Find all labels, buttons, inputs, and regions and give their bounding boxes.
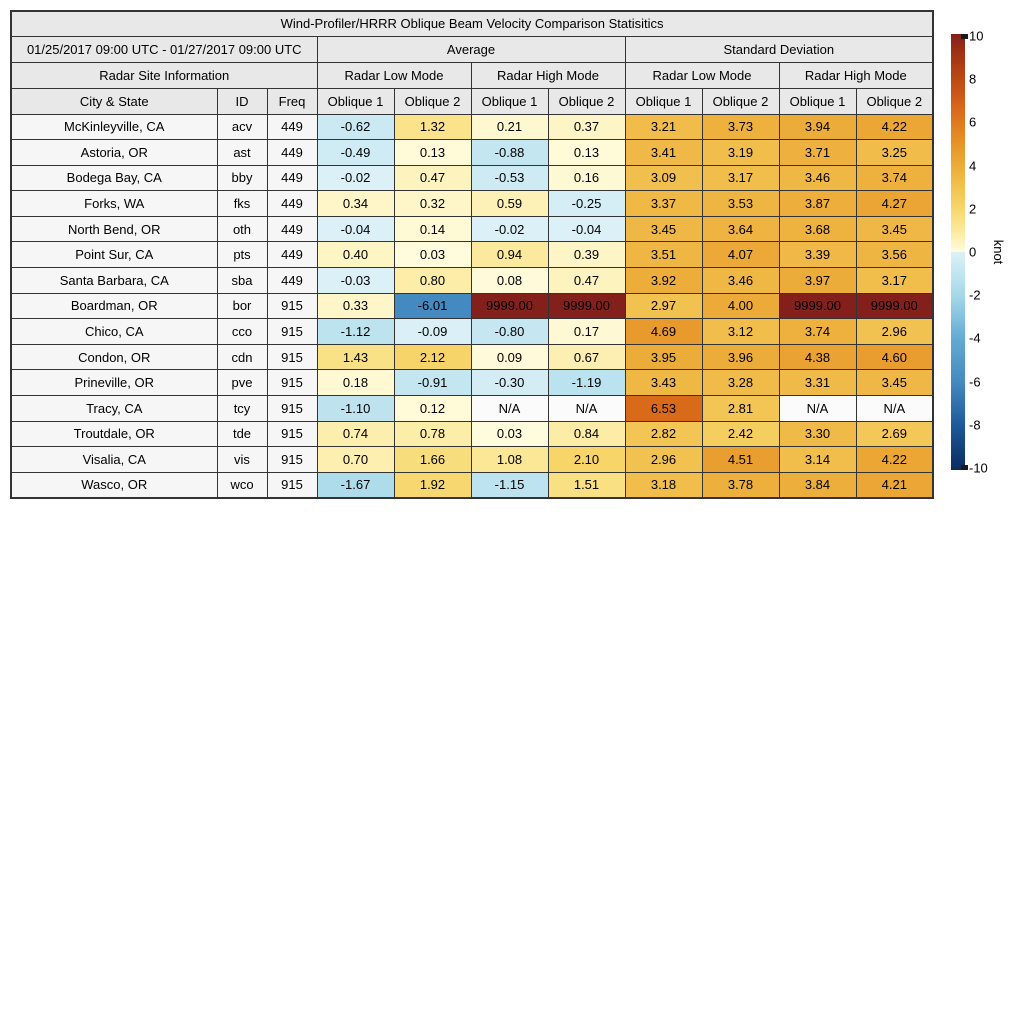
value-cell: 9999.00: [471, 293, 548, 319]
freq-cell: 915: [267, 472, 317, 498]
value-cell: 3.92: [625, 268, 702, 294]
value-cell: 0.37: [548, 114, 625, 140]
freq-cell: 915: [267, 447, 317, 473]
id-cell: tcy: [217, 396, 267, 422]
value-cell: N/A: [471, 396, 548, 422]
value-cell: N/A: [779, 396, 856, 422]
table-row: [11, 319, 933, 345]
value-cell: 3.74: [779, 319, 856, 345]
value-cell: 0.39: [548, 242, 625, 268]
value-cell: 3.84: [779, 472, 856, 498]
value-cell: 3.39: [779, 242, 856, 268]
table-row: [11, 293, 933, 319]
value-cell: 4.51: [702, 447, 779, 473]
value-cell: -1.67: [317, 472, 394, 498]
value-cell: -0.62: [317, 114, 394, 140]
id-cell: oth: [217, 216, 267, 242]
value-cell: 3.30: [779, 421, 856, 447]
id-cell: fks: [217, 191, 267, 217]
id-cell: sba: [217, 268, 267, 294]
col-header-oblique2: Oblique 2: [702, 88, 779, 114]
city-cell: North Bend, OR: [11, 216, 217, 242]
value-cell: 0.21: [471, 114, 548, 140]
value-cell: 0.40: [317, 242, 394, 268]
value-cell: -6.01: [394, 293, 471, 319]
table-row: [11, 191, 933, 217]
colorbar-tick-label: -8: [969, 417, 981, 433]
value-cell: 3.45: [856, 370, 933, 396]
city-cell: Condon, OR: [11, 344, 217, 370]
table-body: [11, 114, 933, 498]
value-cell: 3.45: [856, 216, 933, 242]
value-cell: 9999.00: [548, 293, 625, 319]
value-cell: -0.04: [317, 216, 394, 242]
value-cell: N/A: [856, 396, 933, 422]
value-cell: 9999.00: [779, 293, 856, 319]
value-cell: N/A: [548, 396, 625, 422]
table-row: [11, 140, 933, 166]
value-cell: 0.13: [548, 140, 625, 166]
mode-header-avg-low: Radar Low Mode: [317, 62, 471, 88]
col-header-freq: Freq: [267, 88, 317, 114]
value-cell: 4.27: [856, 191, 933, 217]
col-header-oblique1: Oblique 1: [625, 88, 702, 114]
freq-cell: 915: [267, 370, 317, 396]
value-cell: 3.73: [702, 114, 779, 140]
value-cell: 0.08: [471, 268, 548, 294]
id-cell: cco: [217, 319, 267, 345]
group-header-average: Average: [317, 36, 625, 62]
value-cell: 3.64: [702, 216, 779, 242]
city-cell: Chico, CA: [11, 319, 217, 345]
value-cell: 2.96: [625, 447, 702, 473]
value-cell: 0.47: [548, 268, 625, 294]
value-cell: 3.17: [702, 165, 779, 191]
value-cell: 0.03: [394, 242, 471, 268]
value-cell: 3.45: [625, 216, 702, 242]
title-row: [11, 11, 933, 36]
value-cell: 0.14: [394, 216, 471, 242]
date-range: 01/25/2017 09:00 UTC - 01/27/2017 09:00 UTC: [11, 36, 317, 62]
value-cell: -0.25: [548, 191, 625, 217]
colorbar-tick-label: -2: [969, 287, 981, 303]
value-cell: 3.17: [856, 268, 933, 294]
value-cell: 3.18: [625, 472, 702, 498]
colorbar-tick-label: 4: [969, 158, 977, 174]
value-cell: 4.22: [856, 114, 933, 140]
value-cell: -0.30: [471, 370, 548, 396]
value-cell: 3.41: [625, 140, 702, 166]
value-cell: 6.53: [625, 396, 702, 422]
colorbar-tick-label: 2: [969, 201, 977, 217]
value-cell: -0.91: [394, 370, 471, 396]
value-cell: 0.17: [548, 319, 625, 345]
value-cell: 1.66: [394, 447, 471, 473]
id-cell: pts: [217, 242, 267, 268]
value-cell: 3.71: [779, 140, 856, 166]
value-cell: -1.15: [471, 472, 548, 498]
column-header-row: [11, 88, 933, 114]
value-cell: -0.09: [394, 319, 471, 345]
table-row: [11, 421, 933, 447]
value-cell: 1.08: [471, 447, 548, 473]
city-cell: Wasco, OR: [11, 472, 217, 498]
value-cell: 9999.00: [856, 293, 933, 319]
value-cell: 1.43: [317, 344, 394, 370]
value-cell: 0.12: [394, 396, 471, 422]
value-cell: 1.92: [394, 472, 471, 498]
value-cell: 3.14: [779, 447, 856, 473]
value-cell: 2.81: [702, 396, 779, 422]
value-cell: 4.07: [702, 242, 779, 268]
colorbar-tick-label: -10: [969, 460, 988, 476]
value-cell: 3.46: [702, 268, 779, 294]
table-title: Wind-Profiler/HRRR Oblique Beam Velocity Comparison Statisitics: [11, 11, 933, 36]
value-cell: 3.12: [702, 319, 779, 345]
table-row: [11, 344, 933, 370]
value-cell: 0.80: [394, 268, 471, 294]
city-cell: Boardman, OR: [11, 293, 217, 319]
value-cell: -0.80: [471, 319, 548, 345]
mode-header-row: [11, 62, 933, 88]
value-cell: 3.51: [625, 242, 702, 268]
group-header-row: [11, 36, 933, 62]
colorbar-top-tick: [961, 34, 968, 39]
stats-table: [10, 10, 934, 499]
value-cell: 3.95: [625, 344, 702, 370]
value-cell: -1.12: [317, 319, 394, 345]
value-cell: 2.82: [625, 421, 702, 447]
value-cell: -1.10: [317, 396, 394, 422]
value-cell: -0.02: [317, 165, 394, 191]
colorbar-tick-label: -4: [969, 330, 981, 346]
value-cell: 0.09: [471, 344, 548, 370]
colorbar-unit-label: knot: [991, 239, 1006, 265]
table-row: [11, 165, 933, 191]
mode-header-std-low: Radar Low Mode: [625, 62, 779, 88]
value-cell: 0.18: [317, 370, 394, 396]
freq-cell: 915: [267, 396, 317, 422]
value-cell: 2.97: [625, 293, 702, 319]
colorbar-tick-label: 8: [969, 71, 977, 87]
value-cell: 0.13: [394, 140, 471, 166]
value-cell: 0.74: [317, 421, 394, 447]
value-cell: 0.59: [471, 191, 548, 217]
value-cell: 2.42: [702, 421, 779, 447]
city-cell: Prineville, OR: [11, 370, 217, 396]
value-cell: 0.94: [471, 242, 548, 268]
id-cell: bby: [217, 165, 267, 191]
id-cell: tde: [217, 421, 267, 447]
value-cell: 0.47: [394, 165, 471, 191]
colorbar: [951, 28, 1021, 476]
value-cell: 2.10: [548, 447, 625, 473]
id-cell: bor: [217, 293, 267, 319]
id-cell: ast: [217, 140, 267, 166]
section-header-radar-site-info: Radar Site Information: [11, 62, 317, 88]
city-cell: Visalia, CA: [11, 447, 217, 473]
value-cell: 3.87: [779, 191, 856, 217]
city-cell: Santa Barbara, CA: [11, 268, 217, 294]
colorbar-gradient: [951, 34, 965, 470]
value-cell: 2.96: [856, 319, 933, 345]
value-cell: 3.53: [702, 191, 779, 217]
table-row: [11, 114, 933, 140]
id-cell: cdn: [217, 344, 267, 370]
value-cell: -0.04: [548, 216, 625, 242]
col-header-city-state: City & State: [11, 88, 217, 114]
freq-cell: 915: [267, 293, 317, 319]
value-cell: 3.78: [702, 472, 779, 498]
value-cell: 3.97: [779, 268, 856, 294]
value-cell: 0.70: [317, 447, 394, 473]
value-cell: 3.56: [856, 242, 933, 268]
col-header-oblique1: Oblique 1: [317, 88, 394, 114]
value-cell: 3.19: [702, 140, 779, 166]
value-cell: 2.69: [856, 421, 933, 447]
value-cell: 0.67: [548, 344, 625, 370]
value-cell: 4.22: [856, 447, 933, 473]
value-cell: 1.51: [548, 472, 625, 498]
freq-cell: 915: [267, 319, 317, 345]
freq-cell: 449: [267, 242, 317, 268]
col-header-id: ID: [217, 88, 267, 114]
value-cell: 1.32: [394, 114, 471, 140]
group-header-standard-deviation: Standard Deviation: [625, 36, 933, 62]
freq-cell: 449: [267, 191, 317, 217]
value-cell: -0.02: [471, 216, 548, 242]
value-cell: 3.94: [779, 114, 856, 140]
value-cell: 4.00: [702, 293, 779, 319]
freq-cell: 449: [267, 216, 317, 242]
city-cell: Astoria, OR: [11, 140, 217, 166]
city-cell: Tracy, CA: [11, 396, 217, 422]
value-cell: 0.34: [317, 191, 394, 217]
value-cell: -0.88: [471, 140, 548, 166]
value-cell: 4.69: [625, 319, 702, 345]
value-cell: -1.19: [548, 370, 625, 396]
freq-cell: 449: [267, 165, 317, 191]
id-cell: pve: [217, 370, 267, 396]
value-cell: 3.09: [625, 165, 702, 191]
value-cell: 0.33: [317, 293, 394, 319]
city-cell: Troutdale, OR: [11, 421, 217, 447]
freq-cell: 449: [267, 140, 317, 166]
value-cell: 0.16: [548, 165, 625, 191]
value-cell: 3.96: [702, 344, 779, 370]
value-cell: 0.32: [394, 191, 471, 217]
value-cell: 3.31: [779, 370, 856, 396]
city-cell: McKinleyville, CA: [11, 114, 217, 140]
col-header-oblique1: Oblique 1: [779, 88, 856, 114]
id-cell: wco: [217, 472, 267, 498]
colorbar-tick-label: -6: [969, 374, 981, 390]
table-row: [11, 242, 933, 268]
col-header-oblique2: Oblique 2: [548, 88, 625, 114]
col-header-oblique2: Oblique 2: [394, 88, 471, 114]
value-cell: 3.28: [702, 370, 779, 396]
value-cell: 3.46: [779, 165, 856, 191]
value-cell: -0.53: [471, 165, 548, 191]
value-cell: 3.37: [625, 191, 702, 217]
freq-cell: 915: [267, 344, 317, 370]
value-cell: 3.43: [625, 370, 702, 396]
colorbar-bottom-tick: [961, 465, 968, 470]
value-cell: 0.84: [548, 421, 625, 447]
freq-cell: 915: [267, 421, 317, 447]
city-cell: Forks, WA: [11, 191, 217, 217]
value-cell: 4.38: [779, 344, 856, 370]
value-cell: -0.49: [317, 140, 394, 166]
table-row: [11, 370, 933, 396]
colorbar-tick-label: 0: [969, 244, 977, 260]
value-cell: 4.60: [856, 344, 933, 370]
city-cell: Point Sur, CA: [11, 242, 217, 268]
colorbar-tick-label: 6: [969, 114, 977, 130]
table-row: [11, 216, 933, 242]
value-cell: -0.03: [317, 268, 394, 294]
table-row: [11, 396, 933, 422]
colorbar-tick-label: 10: [969, 28, 984, 44]
value-cell: 0.78: [394, 421, 471, 447]
value-cell: 3.68: [779, 216, 856, 242]
table-row: [11, 268, 933, 294]
value-cell: 4.21: [856, 472, 933, 498]
value-cell: 2.12: [394, 344, 471, 370]
freq-cell: 449: [267, 268, 317, 294]
value-cell: 3.74: [856, 165, 933, 191]
value-cell: 3.25: [856, 140, 933, 166]
col-header-oblique1: Oblique 1: [471, 88, 548, 114]
value-cell: 0.03: [471, 421, 548, 447]
id-cell: vis: [217, 447, 267, 473]
freq-cell: 449: [267, 114, 317, 140]
table-row: [11, 447, 933, 473]
mode-header-std-high: Radar High Mode: [779, 62, 933, 88]
table-row: [11, 472, 933, 498]
col-header-oblique2: Oblique 2: [856, 88, 933, 114]
value-cell: 3.21: [625, 114, 702, 140]
mode-header-avg-high: Radar High Mode: [471, 62, 625, 88]
id-cell: acv: [217, 114, 267, 140]
city-cell: Bodega Bay, CA: [11, 165, 217, 191]
